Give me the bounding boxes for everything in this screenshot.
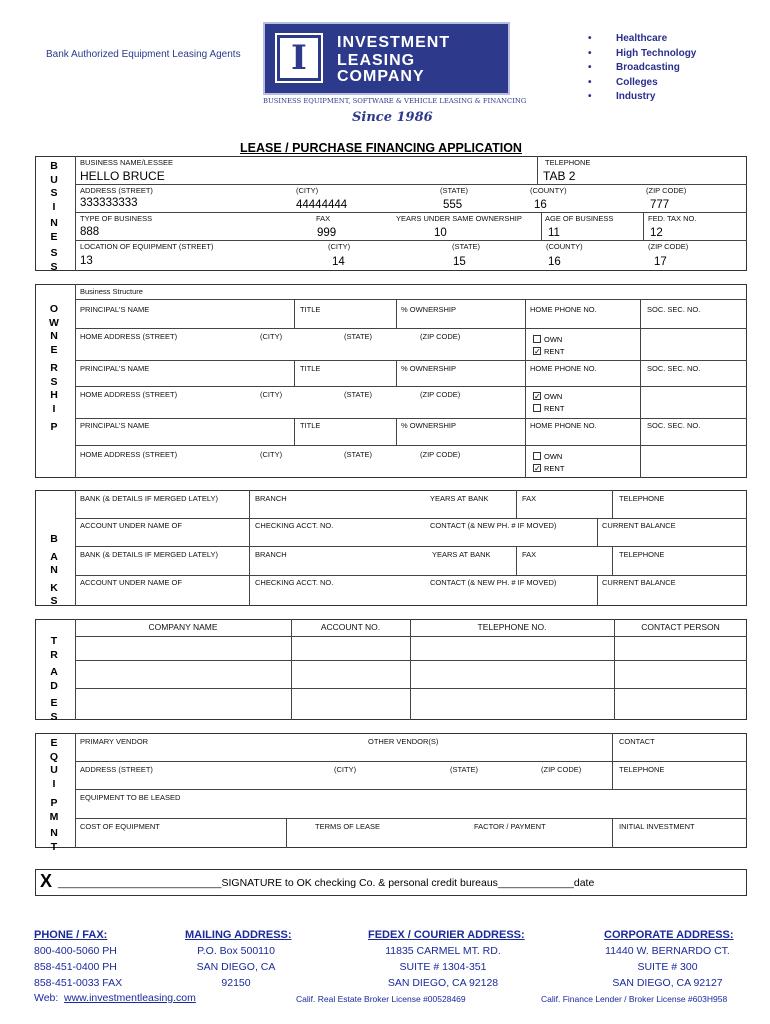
location-county-label: (COUNTY) <box>546 242 583 251</box>
equipment-to-lease-label: EQUIPMENT TO BE LEASED <box>80 793 181 802</box>
rent-label: RENT <box>544 404 565 413</box>
business-age-label: AGE OF BUSINESS <box>545 214 614 223</box>
mailing-line: P.O. Box 500110 <box>197 945 275 957</box>
business-telephone-field[interactable]: TAB 2 <box>543 169 576 183</box>
lease-terms-label: TERMS OF LEASE <box>315 822 381 831</box>
industry-item: • Healthcare <box>588 33 668 44</box>
banks-side-label: B A N K S <box>50 533 58 607</box>
web-label: Web: <box>34 992 59 1004</box>
agent-text: Bank Authorized Equipment Leasing Agents <box>46 49 241 60</box>
industry-item: • Colleges <box>588 76 658 88</box>
own-label: OWN <box>544 452 563 461</box>
corporate-line: 11440 W. BERNARDO CT. <box>605 945 730 957</box>
home-city-label: (CITY) <box>260 450 283 459</box>
mailing-line: SAN DIEGO, CA <box>196 961 276 973</box>
mailing-line: 92150 <box>221 977 251 989</box>
business-county-field[interactable]: 16 <box>534 199 547 211</box>
business-telephone-label: TELEPHONE <box>545 158 591 167</box>
industry-list <box>588 32 696 105</box>
principal-title-label: TITLE <box>300 364 321 373</box>
home-state-label: (STATE) <box>344 450 373 459</box>
corporate-address-heading: CORPORATE ADDRESS: <box>604 929 734 941</box>
phone-line: 800-400-5060 PH <box>34 945 117 957</box>
business-city-label: (CITY) <box>296 186 319 195</box>
years-at-bank-label: YEARS AT BANK <box>432 550 491 559</box>
banks-section <box>35 490 747 606</box>
principal-ownership-label: % OWNERSHIP <box>401 305 457 314</box>
bank-telephone-label: TELEPHONE <box>619 494 665 503</box>
phone-fax-heading: PHONE / FAX: <box>34 929 108 941</box>
principal-name-label: PRINCIPAL'S NAME <box>80 364 150 373</box>
location-city-field[interactable]: 14 <box>332 256 345 268</box>
business-county-label: (COUNTY) <box>530 186 567 195</box>
principal-ssn-label: SOC. SEC. NO. <box>647 305 701 314</box>
own-checkbox[interactable] <box>533 335 541 343</box>
business-name-field[interactable]: HELLO BRUCE <box>80 169 165 183</box>
home-state-label: (STATE) <box>344 332 373 341</box>
fedex-line: SAN DIEGO, CA 92128 <box>387 977 499 989</box>
bank-fax-label: FAX <box>522 550 537 559</box>
company-logo <box>263 22 510 95</box>
other-vendors-label: OTHER VENDOR(S) <box>368 737 439 746</box>
account-name-label: ACCOUNT UNDER NAME OF <box>80 521 182 530</box>
own-label: OWN <box>544 335 563 344</box>
business-state-label: (STATE) <box>440 186 469 195</box>
home-address-label: HOME ADDRESS (STREET) <box>80 450 178 459</box>
business-city-field[interactable]: 44444444 <box>296 199 348 211</box>
fedex-line: 11835 CARMEL MT. RD. <box>385 945 501 957</box>
vendor-state-label: (STATE) <box>450 765 479 774</box>
business-age-field[interactable]: 11 <box>548 227 560 239</box>
business-side-label: B U S I N E S S <box>50 160 58 273</box>
primary-vendor-label: PRIMARY VENDOR <box>80 737 149 746</box>
industry-item: • Industry <box>588 91 656 102</box>
location-state-field[interactable]: 15 <box>453 256 466 268</box>
home-zip-label: (ZIP CODE) <box>420 390 461 399</box>
rent-label: RENT <box>544 347 565 356</box>
form-title: LEASE / PURCHASE FINANCING APPLICATION <box>240 141 522 155</box>
vendor-telephone-label: TELEPHONE <box>619 765 665 774</box>
business-years-label: YEARS UNDER SAME OWNERSHIP <box>396 214 522 223</box>
logo-line-2: LEASING <box>337 52 416 69</box>
balance-label: CURRENT BALANCE <box>602 521 676 530</box>
branch-label: BRANCH <box>255 494 287 503</box>
trade-account-header: ACCOUNT NO. <box>320 622 381 632</box>
principal-ssn-label: SOC. SEC. NO. <box>647 421 701 430</box>
corporate-line: SUITE # 300 <box>637 961 698 973</box>
equipment-location-label: LOCATION OF EQUIPMENT (STREET) <box>80 242 214 251</box>
trade-contact-header: CONTACT PERSON <box>641 622 720 632</box>
trades-side-label: T R A D E S <box>50 635 58 723</box>
business-zip-label: (ZIP CODE) <box>646 186 687 195</box>
logo-since: Since 1986 <box>352 110 433 125</box>
phone-line: 858-451-0400 PH <box>34 961 117 973</box>
business-zip-field[interactable]: 777 <box>650 199 670 211</box>
principal-name-label: PRINCIPAL'S NAME <box>80 305 150 314</box>
equipment-location-field[interactable]: 13 <box>80 255 93 267</box>
business-type-field[interactable]: 888 <box>80 226 100 238</box>
principal-ownership-label: % OWNERSHIP <box>401 421 457 430</box>
home-address-label: HOME ADDRESS (STREET) <box>80 332 178 341</box>
logo-letter: I <box>291 38 307 78</box>
principal-home-phone-label: HOME PHONE NO. <box>530 421 597 430</box>
business-type-label: TYPE OF BUSINESS <box>80 214 153 223</box>
bank-telephone-label: TELEPHONE <box>619 550 665 559</box>
business-name-label: BUSINESS NAME/LESSEE <box>80 158 173 167</box>
mailing-address-heading: MAILING ADDRESS: <box>185 929 292 941</box>
home-zip-label: (ZIP CODE) <box>420 332 461 341</box>
logo-tagline: BUSINESS EQUIPMENT, SOFTWARE & VEHICLE LEASING & FINANCING <box>263 97 527 105</box>
business-address-field[interactable]: 333333333 <box>80 197 138 209</box>
business-fed-tax-label: FED. TAX NO. <box>648 214 697 223</box>
location-state-label: (STATE) <box>452 242 481 251</box>
bank-fax-label: FAX <box>522 494 537 503</box>
location-zip-label: (ZIP CODE) <box>648 242 689 251</box>
business-structure-label: Business Structure <box>80 287 143 296</box>
vendor-city-label: (CITY) <box>334 765 357 774</box>
vendor-contact-label: CONTACT <box>619 737 655 746</box>
lender-license: Calif. Finance Lender / Broker License #603H958 <box>541 994 728 1004</box>
own-checkbox[interactable] <box>533 452 541 460</box>
bank-label: BANK (& DETAILS IF MERGED LATELY) <box>80 550 218 559</box>
website-link[interactable]: www.investmentleasing.com <box>64 992 196 1004</box>
principal-home-phone-label: HOME PHONE NO. <box>530 305 597 314</box>
location-zip-field[interactable]: 17 <box>654 256 667 268</box>
principal-title-label: TITLE <box>300 305 321 314</box>
location-county-field[interactable]: 16 <box>548 256 561 268</box>
own-checkbox[interactable]: ✓ <box>534 392 541 401</box>
years-at-bank-label: YEARS AT BANK <box>430 494 489 503</box>
business-fax-label: FAX <box>316 214 331 223</box>
trades-section <box>35 619 747 720</box>
rent-checkbox[interactable]: ✓ <box>534 464 541 473</box>
contact-label: CONTACT (& NEW PH. # IF MOVED) <box>430 578 557 587</box>
principal-title-label: TITLE <box>300 421 321 430</box>
logo-line-1: INVESTMENT <box>337 34 451 51</box>
checking-label: CHECKING ACCT. NO. <box>255 578 334 587</box>
initial-investment-label: INITIAL INVESTMENT <box>619 822 695 831</box>
home-city-label: (CITY) <box>260 390 283 399</box>
logo-line-3: COMPANY <box>337 68 425 85</box>
business-address-label: ADDRESS (STREET) <box>80 186 153 195</box>
home-address-label: HOME ADDRESS (STREET) <box>80 390 178 399</box>
rent-label: RENT <box>544 464 565 473</box>
principal-ownership-label: % OWNERSHIP <box>401 364 457 373</box>
signature-x-mark: X <box>40 871 53 891</box>
equipment-cost-label: COST OF EQUIPMENT <box>80 822 160 831</box>
ownership-side-label: O W N E R S H I P <box>49 303 59 433</box>
bank-label: BANK (& DETAILS IF MERGED LATELY) <box>80 494 218 503</box>
industry-item: • Broadcasting <box>588 62 680 73</box>
contact-label: CONTACT (& NEW PH. # IF MOVED) <box>430 521 557 530</box>
trade-company-header: COMPANY NAME <box>148 622 218 632</box>
vendor-address-label: ADDRESS (STREET) <box>80 765 153 774</box>
balance-label: CURRENT BALANCE <box>602 578 676 587</box>
corporate-line: SAN DIEGO, CA 92127 <box>612 977 723 989</box>
own-label: OWN <box>544 392 563 401</box>
business-state-field[interactable]: 555 <box>443 199 463 211</box>
industry-item: • High Technology <box>588 47 697 59</box>
trade-telephone-header: TELEPHONE NO. <box>477 622 547 632</box>
checking-label: CHECKING ACCT. NO. <box>255 521 334 530</box>
fedex-line: SUITE # 1304-351 <box>399 961 487 973</box>
broker-license: Calif. Real Estate Broker License #00528469 <box>296 994 466 1004</box>
logo-letter-box <box>277 35 321 81</box>
equipment-side-label: E Q U I P M N T <box>49 737 59 853</box>
principal-name-label: PRINCIPAL'S NAME <box>80 421 150 430</box>
factor-payment-label: FACTOR / PAYMENT <box>474 822 546 831</box>
home-state-label: (STATE) <box>344 390 373 399</box>
fedex-address-heading: FEDEX / COURIER ADDRESS: <box>368 929 525 941</box>
branch-label: BRANCH <box>255 550 287 559</box>
business-years-field[interactable]: 10 <box>434 227 447 239</box>
principal-ssn-label: SOC. SEC. NO. <box>647 364 701 373</box>
account-name-label: ACCOUNT UNDER NAME OF <box>80 578 182 587</box>
signature-line[interactable]: ____________________________SIGNATURE to OK checking Co. & personal credit bureaus_____________date <box>58 877 595 889</box>
home-city-label: (CITY) <box>260 332 283 341</box>
location-city-label: (CITY) <box>328 242 351 251</box>
vendor-zip-label: (ZIP CODE) <box>541 765 582 774</box>
fax-line: 858-451-0033 FAX <box>34 977 123 989</box>
business-fed-tax-field[interactable]: 12 <box>650 227 663 239</box>
business-fax-field[interactable]: 999 <box>317 227 337 239</box>
rent-checkbox[interactable]: ✓ <box>534 347 541 356</box>
principal-home-phone-label: HOME PHONE NO. <box>530 364 597 373</box>
home-zip-label: (ZIP CODE) <box>420 450 461 459</box>
rent-checkbox[interactable] <box>533 404 541 412</box>
